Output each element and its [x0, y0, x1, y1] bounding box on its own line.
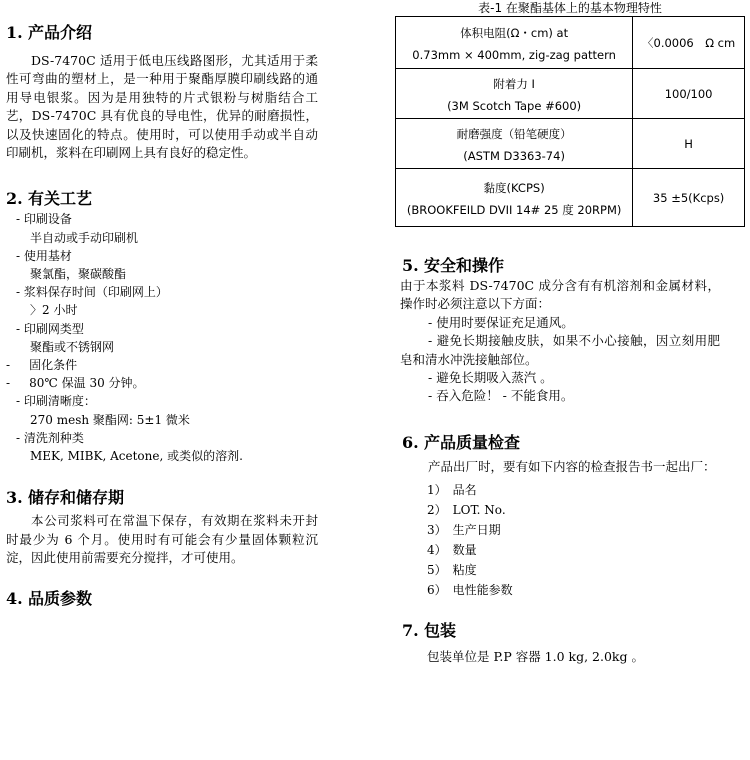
property-condition: (3M Scotch Tape #600) — [447, 98, 582, 113]
property-condition: (ASTM D3363-74) — [463, 148, 565, 163]
section-number: 4. — [6, 588, 23, 608]
section-number: 6. — [402, 432, 419, 452]
list-item: 2） LOT. No. — [427, 503, 506, 518]
table-cell: H — [633, 119, 745, 169]
section-title: 储存和储存期 — [28, 488, 125, 508]
section-7-heading — [402, 620, 745, 642]
list-item: - 印刷设备 — [16, 212, 72, 227]
table-cell — [396, 169, 633, 227]
list-item: 270 mesh 聚酯网: 5±1 微米 — [30, 412, 190, 427]
left-column — [6, 22, 318, 610]
property-name: 体积电阻(Ω・cm) at — [460, 25, 569, 40]
process-list — [6, 210, 318, 465]
list-item: - 避免长期吸入蒸汽 。 — [428, 370, 553, 386]
list-item: 4） 数量 — [427, 543, 477, 558]
section-title: 品质参数 — [28, 588, 93, 608]
safety-intro: 由于本浆料 DS-7470C 成分含有有机溶剂和金属材料，操作时必须注意以下方面： — [400, 278, 720, 312]
section-6 — [402, 432, 745, 454]
section-number: 2. — [6, 189, 23, 209]
table-caption: 表-1 在聚酯基体上的基本物理特性 — [478, 1, 662, 15]
section-number: 5. — [402, 256, 419, 275]
table-cell: 〈0.0006 Ω cm — [633, 17, 745, 69]
section-number: 1. — [6, 23, 23, 42]
property-name: 附着力 I — [493, 76, 535, 91]
table-cell — [396, 17, 633, 69]
section-title: 安全和操作 — [424, 256, 505, 275]
list-item: 〉2 小时 — [30, 303, 78, 318]
section-title: 包装 — [424, 621, 457, 641]
list-item: - 印刷清晰度： — [16, 394, 96, 409]
list-item: - 吞入危险！ - 不能食用。 — [428, 388, 574, 404]
table-cell: 35 ±5(Kcps) — [633, 169, 745, 227]
table-row — [396, 169, 745, 227]
section-3-heading — [6, 487, 318, 509]
section-title: 有关工艺 — [28, 189, 93, 209]
table-cell — [396, 69, 633, 119]
list-item: - 80℃ 保温 30 分钟。 — [6, 376, 145, 391]
list-item: - 印刷网类型 — [16, 321, 84, 336]
section-4-heading — [6, 588, 318, 610]
product-intro-text: DS-7470C 适用于低电压线路图形，尤其适用于柔性可弯曲的塑材上，是一种用于聚酯厚膜印刷线路的通用导电银浆。因为是用独特的片式银粉与树脂结合工艺，DS-7470C 具有优良的导电性，优异的耐磨损性，以及快速固化的特点。使用时，可以使用手动或半自动印刷机，浆料在印刷网上具有良好的稳定性。 — [6, 53, 318, 161]
list-item: - 使用基材 — [16, 248, 72, 263]
section-5-heading — [402, 255, 722, 277]
list-item: 3） 生产日期 — [427, 523, 501, 538]
list-item: - 固化条件 — [6, 358, 78, 373]
properties-table — [395, 16, 745, 227]
table-cell — [396, 119, 633, 169]
right-column — [395, 0, 745, 667]
section-7 — [402, 620, 745, 642]
section-number: 7. — [402, 621, 419, 641]
list-item: 6） 电性能参数 — [427, 583, 513, 598]
quality-block — [400, 458, 720, 600]
quality-list — [400, 480, 720, 600]
list-item: - 使用时要保证充足通风。 — [428, 314, 574, 330]
list-item: - 避免长期接触皮肤，如果不小心接触，因立刻用肥皂和清水冲洗接触部位。 — [400, 333, 720, 367]
table-row — [396, 17, 745, 69]
property-name: 黏度(KCPS) — [483, 180, 545, 195]
safety-block — [400, 277, 720, 406]
section-2-heading — [6, 188, 318, 210]
section-5 — [402, 255, 722, 277]
section-1-heading — [6, 22, 318, 44]
packaging-text — [427, 648, 745, 666]
section-title: 产品介绍 — [28, 23, 93, 42]
quality-intro: 产品出厂时，要有如下内容的检查报告书一起出厂： — [428, 458, 716, 474]
list-item: 聚氯酯，聚碳酸酯 — [30, 267, 127, 282]
list-item: 半自动或手动印刷机 — [30, 230, 139, 245]
section-6-heading — [402, 432, 745, 454]
packaging-line: 包装单位是 P.P 容器 1.0 kg, 2.0kg 。 — [427, 649, 644, 665]
storage-text: 本公司浆料可在常温下保存，有效期在浆料未开封时最少为 6 个月。使用时有可能会有少量固体颗粒沉淀，因此使用前需要充分搅拌，才可使用。 — [6, 513, 318, 566]
property-condition: (BROOKFEILD DVII 14# 25 度 20RPM) — [406, 202, 622, 217]
list-item: MEK, MIBK, Acetone, 或类似的溶剂. — [30, 449, 243, 464]
list-item: 5） 粘度 — [427, 563, 477, 578]
section-title: 产品质量检查 — [424, 432, 521, 452]
property-name: 耐磨强度（铅笔硬度） — [456, 126, 572, 141]
table-cell: 100/100 — [633, 69, 745, 119]
list-item: - 浆料保存时间（印刷网上） — [16, 285, 168, 300]
list-item: - 清洗剂种类 — [16, 430, 84, 445]
property-condition: 0.73mm × 400mm, zig-zag pattern — [412, 47, 616, 62]
list-item: 聚酯或不锈钢网 — [30, 339, 115, 354]
section-number: 3. — [6, 488, 23, 508]
list-item: 1） 品名 — [427, 483, 477, 498]
table-row — [396, 119, 745, 169]
table-row — [396, 69, 745, 119]
